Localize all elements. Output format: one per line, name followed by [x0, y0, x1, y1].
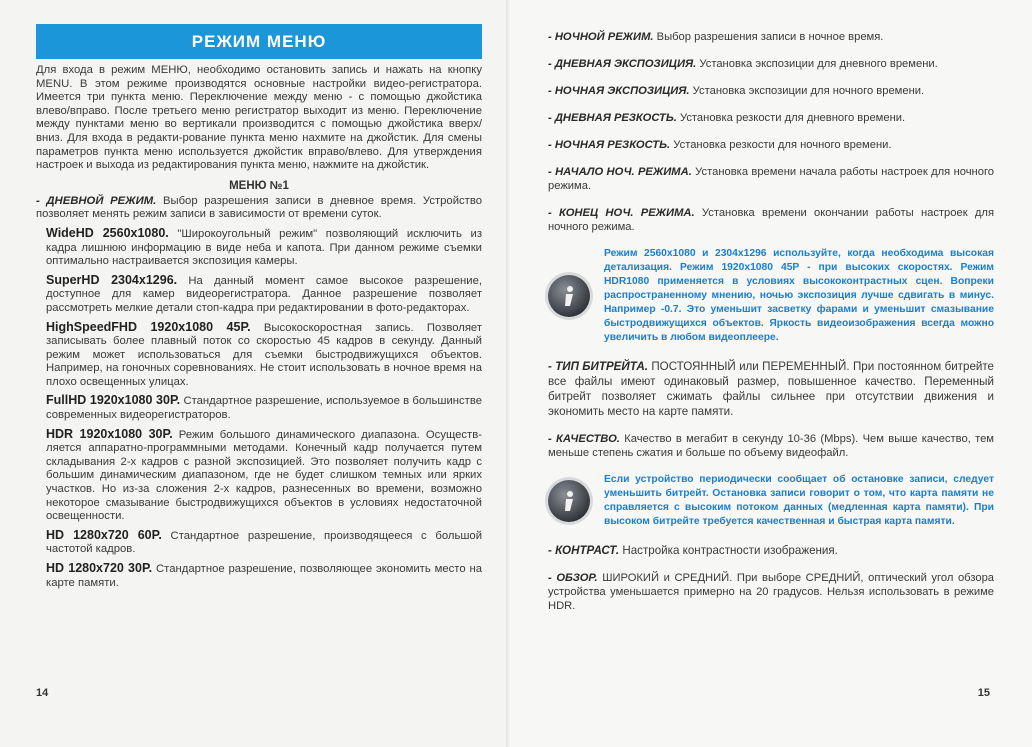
mode-entry	[46, 529, 482, 557]
menu-item-label: - НОЧНАЯ РЕЗКОСТЬ.	[548, 139, 671, 151]
info-icon	[548, 480, 590, 522]
menu-heading: МЕНЮ №1	[229, 179, 289, 192]
menu-item	[548, 111, 994, 125]
mode-name: HD 1280x720 30P.	[46, 561, 153, 575]
menu-item-text: Установка экспозиции для дневного времени.	[699, 58, 938, 70]
mode-entry	[46, 274, 482, 316]
bitrate-text: ПОСТОЯННЫЙ или ПЕРЕМЕННЫЙ. При постоянном битрейте все файлы имеют одинаковый размер, повышенное качество. Переменный битрейт позволяет сжимать файлы сильнее при отсутствии движения и экономить место на карте памяти.	[548, 360, 994, 418]
view-text: ШИРОКИЙ и СРЕДНИЙ. При выборе СРЕДНИЙ, оптический угол обзора устройства уменьшается примерно на 20 градусов. Нельзя использовать в режиме HDR.	[548, 572, 995, 612]
menu-item	[548, 206, 994, 234]
page-banner: РЕЖИМ МЕНЮ	[36, 24, 482, 59]
menu-item	[548, 165, 994, 193]
menu-item-text: Установка времени окончании работы настроек для ночного режима.	[548, 207, 994, 233]
menu-item-text: Установка резкости для дневного времени.	[679, 112, 906, 124]
left-page	[0, 0, 510, 747]
mode-text: "Широкоугольный режим" позволяющий исключить из кадра лишнюю информацию в виде неба и капота. При данном режиме съемки оптимально настраивается экспозиция камеры.	[46, 227, 482, 268]
quality-text: Качество в мегабит в секунду 10-36 (Mbps). Чем выше качество, тем меньше степень сжатия и больше по объему видеофайл.	[548, 433, 995, 459]
menu-item	[548, 57, 994, 71]
intro-paragraph: Для входа в режим МЕНЮ, необходимо остановить запись и нажать на кнопку MENU. В этом режиме производятся основные настройки видео-регистратора. Имеется три пункта меню. Переключение между меню - с помощью джойстика влево/вправо. После третьего меню регистратор выходит из меню. Переключение между пунктами меню во вертикали производится с помощью джойстика вверх/вниз. Для входа в редакти-рование пункта меню нахмите на джойстик. Для смены параметров пункта меню используется джойстик вправо/влево. Для утверждения настроек и выхода из редактирования пункта меню, нажмите на джойстик.	[36, 64, 482, 172]
menu-item-label: - КОНЕЦ НОЧ. РЕЖИМА.	[548, 207, 695, 219]
mode-entry	[46, 562, 482, 590]
mode-entry	[46, 227, 482, 269]
menu-item-label: - ДНЕВНАЯ ЭКСПОЗИЦИЯ.	[548, 58, 697, 70]
view-item	[548, 571, 994, 613]
page-number: 15	[977, 687, 990, 699]
note-text: Если устройство периодически сообщает об остановке записи, следует уменьшить битрейт. Остановка записи говорит о том, что карта памяти не справляется с высоким потоком данных (медленная карта памяти). При высоком битрейте требуется качественная и быстрая карта памяти.	[604, 474, 994, 527]
mode-text: Высокоскоростная запись. Позволяет записывать более плавный поток со скоростью 45 кадров в секунду. Данный режим может использоваться для съемки быстродвижущихся объектов. Например, на гоночных соревнованиях. Не стоит использовать в ночное время на плохо освещенных улицах.	[46, 321, 483, 388]
page-number: 14	[36, 687, 49, 699]
day-mode-text: Выбор разрешения записи в дневное время. Устройство позволяет менять режим записи в зависимости от времени суток.	[36, 194, 482, 221]
menu-item-label: - НАЧАЛО НОЧ. РЕЖИМА.	[548, 166, 692, 178]
day-mode-paragraph	[36, 195, 482, 222]
bitrate-item	[548, 359, 994, 419]
bitrate-label: - ТИП БИТРЕЙТА.	[548, 360, 648, 373]
info-icon	[548, 275, 590, 317]
mode-text: Режим большого динамического диапазона. Осуществ-ляется аппаратно-программными методами. Конечный кадр получается путем складывания 2-х кадров с разной экспозицией. Это позволяет получить кадр с большим динамическим диапазоном, где не будет слишком темных или ярких участков. Но из-за сложения 2-х кадров, разнесенных во времени, возможно некоторое смазывание быстродвижущихся объектов в условиях недостаточной освещенности.	[46, 428, 482, 523]
mode-name: HDR 1920x1080 30P.	[46, 426, 173, 441]
menu-item	[548, 84, 994, 98]
mode-text: Стандартное разрешение, производящееся с большой частотой кадров.	[46, 529, 483, 556]
quality-item	[548, 432, 994, 460]
mode-name: FullHD 1920x1080 30P.	[46, 393, 181, 408]
menu-item-label: - ДНЕВНАЯ РЕЗКОСТЬ.	[548, 112, 677, 124]
mode-entry	[46, 428, 482, 524]
mode-text: Стандартное разрешение, используемое в большинстве современных видеорегистраторов.	[46, 395, 482, 422]
contrast-item	[548, 543, 994, 558]
note-text: Режим 2560x1080 и 2304x1296 используйте, когда необходима высокая детализация. Режим 1920x1080 45P - при высоких скоростях. Режим HDR1080 применяется в условиях высококонтрастных сцен. Вопреки распространенному мнению, ночью экспозиция лучше сдвигать в минус. Например -0.7. Это уменьшит засветку фарами и уменьшит смазывание быстродвижущихся объектов. Яркость видеоизображения всегда можно увеличить в любом видеоплеере.	[604, 248, 994, 343]
quality-label: - КАЧЕСТВО.	[548, 433, 620, 445]
mode-text: На данный момент самое высокое разрешение, доступное для камер видеорегистратора. Данное разрешение позволяет рассмотреть мелкие детали стоп-кадра при редактировании в фото-редакторах.	[46, 274, 482, 314]
info-note	[548, 473, 994, 529]
view-label: - ОБЗОР.	[548, 572, 598, 584]
menu-item	[548, 30, 994, 44]
mode-text: Стандартное разрешение, позволяющее экономить место на карте памяти.	[46, 563, 482, 589]
menu-item-text: Выбор разрешения записи в ночное время.	[656, 31, 884, 43]
menu-item-label: - НОЧНАЯ ЭКСПОЗИЦИЯ.	[548, 85, 690, 97]
mode-name: HD 1280x720 60P.	[46, 527, 162, 542]
info-note	[548, 247, 994, 345]
menu-item	[548, 138, 994, 152]
mode-name: SuperHD 2304x1296.	[46, 272, 178, 287]
day-mode-label: - ДНЕВНОЙ РЕЖИМ.	[36, 194, 157, 207]
menu-item-text: Установка времени начала работы настроек для ночного режима.	[548, 166, 995, 192]
contrast-text: Настройка контрастности изображения.	[622, 544, 838, 557]
contrast-label: - КОНТРАСТ.	[548, 544, 620, 557]
menu-item-text: Установка экспозиции для ночного времени.	[692, 85, 925, 97]
menu-item-label: - НОЧНОЙ РЕЖИМ.	[548, 31, 654, 43]
right-page	[512, 0, 1032, 747]
mode-entry	[46, 321, 482, 390]
mode-name: WideHD 2560x1080.	[46, 225, 169, 240]
mode-name: HighSpeedFHD 1920x1080 45P.	[46, 319, 251, 334]
mode-entry	[46, 394, 482, 422]
menu-item-text: Установка резкости для ночного времени.	[673, 139, 892, 151]
